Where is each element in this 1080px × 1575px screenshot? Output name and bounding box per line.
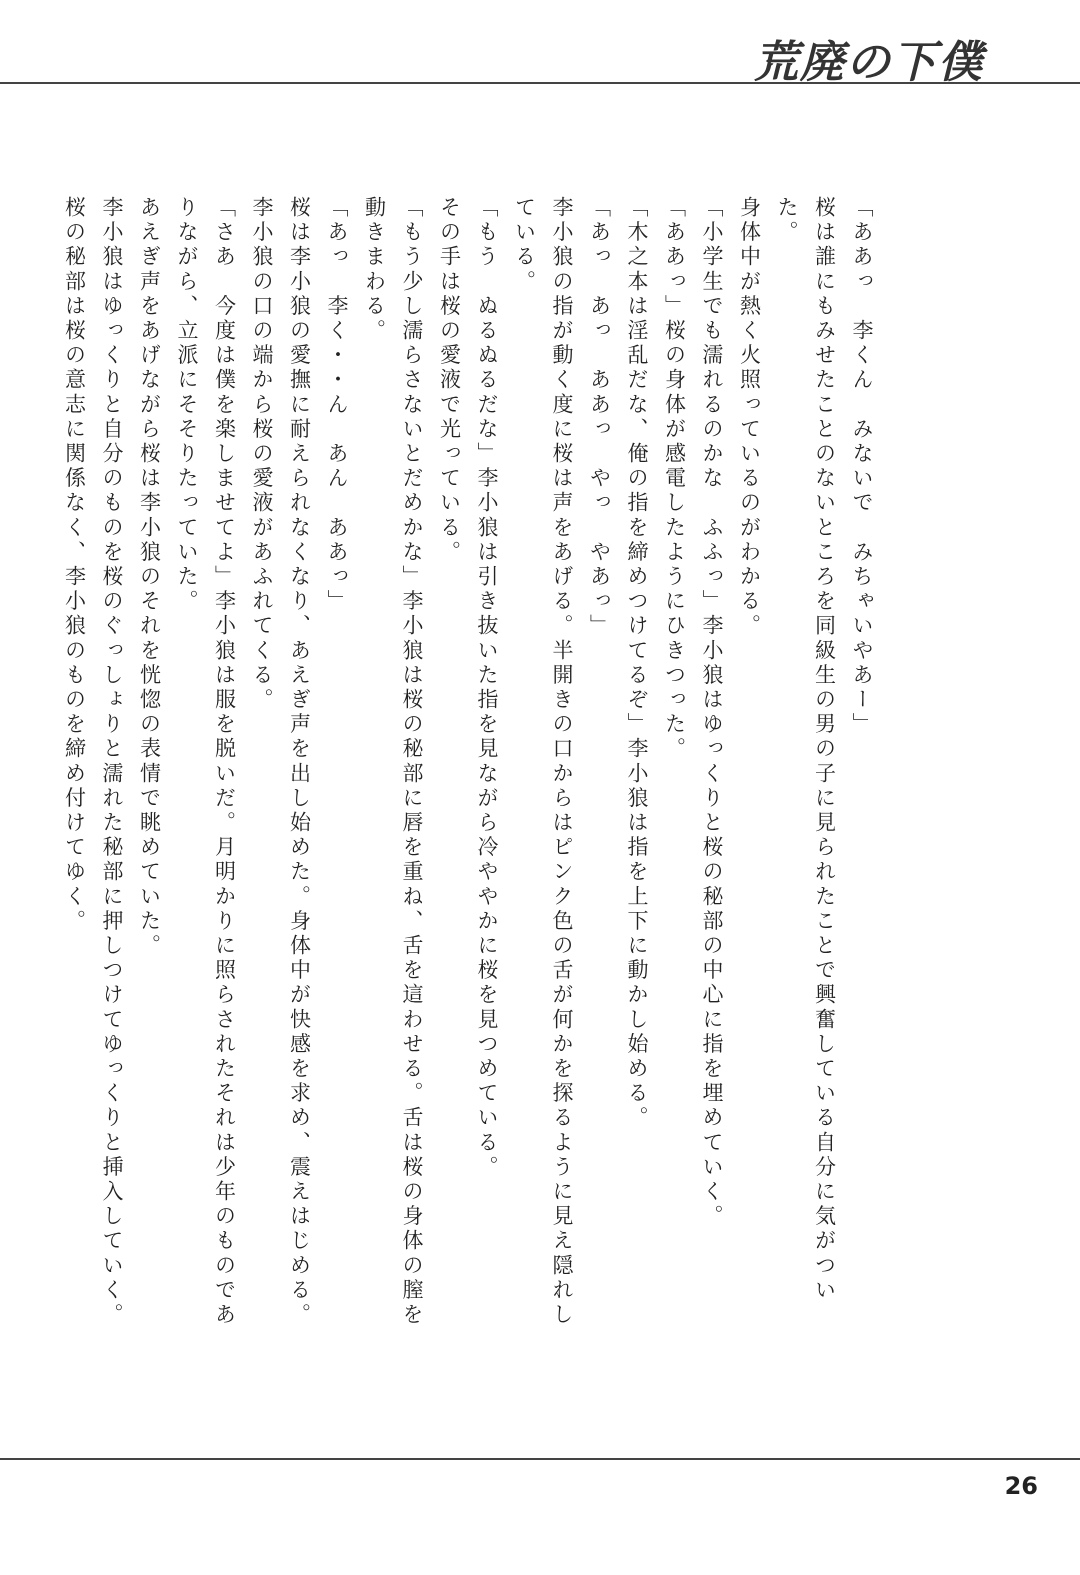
paragraph: 「もう少し濡らさないとだめかな」李小狼は桜の秘部に唇を重ね、舌を這わせる。舌は桜の身体の膣を動きまわる。 xyxy=(362,196,424,1328)
paragraph: 「ああっ」桜の身体が感電したようにひきつった。 xyxy=(662,196,687,762)
paragraph: 李小狼の口の端から桜の愛液があふれてくる。 xyxy=(250,196,274,713)
paragraph: 「あっ 李く・・ん あん ああっ」 xyxy=(325,196,349,615)
paragraph: 桜は誰にもみせたことのないところを同級生の男の子に見られたことで興奮している自分に気がついた。 xyxy=(775,196,837,1303)
paragraph: 桜の秘部は桜の意志に関係なく、李小狼のものを締め付けてゆく。 xyxy=(62,196,87,934)
paragraph: 「ああっ 李くん みないで みちゃいやあー」 xyxy=(850,196,874,738)
paragraph: 桜は李小狼の愛撫に耐えられなくなり、あえぎ声を出し始めた。身体中が快感を求め、震えはじめる。 xyxy=(287,196,312,1328)
footer-divider xyxy=(0,1458,1080,1460)
page-number: 26 xyxy=(1004,1472,1038,1500)
paragraph: 李小狼はゆっくりと自分のものを桜のぐっしょりと濡れた秘部に押しつけてゆっくりと挿入していく。 xyxy=(100,196,124,1328)
paragraph: 身体中が熱く火照っているのがわかる。 xyxy=(737,196,762,639)
paragraph: 「さあ 今度は僕を楽しませてよ」李小狼は服を脱いだ。月明かりに照らされたそれは少年のものでありながら、立派にそそりたっていた。 xyxy=(175,196,237,1328)
body-text xyxy=(62,196,880,1336)
header-divider xyxy=(0,82,1080,84)
paragraph: その手は桜の愛液で光っている。 xyxy=(437,196,462,565)
paragraph: あえぎ声をあげながら桜は李小狼のそれを恍惚の表情で眺めていた。 xyxy=(137,196,162,959)
paragraph: 「あっ あっ ああっ やっ やあっ」 xyxy=(587,196,612,639)
paragraph: 李小狼の指が動く度に桜は声をあげる。半開きの口からはピンク色の舌が何かを探るように見え隠れしている。 xyxy=(512,196,574,1328)
paragraph: 「木之本は淫乱だな、俺の指を締めつけてるぞ」李小狼は指を上下に動かし始める。 xyxy=(625,196,649,1131)
paragraph: 「小学生でも濡れるのかな ふふっ」李小狼はゆっくりと桜の秘部の中心に指を埋めていく。 xyxy=(700,196,724,1230)
page-title: 荒廃の下僕 xyxy=(754,37,984,88)
paragraph: 「もう ぬるぬるだな」李小狼は引き抜いた指を見ながら冷ややかに桜を見つめている。 xyxy=(475,196,499,1180)
